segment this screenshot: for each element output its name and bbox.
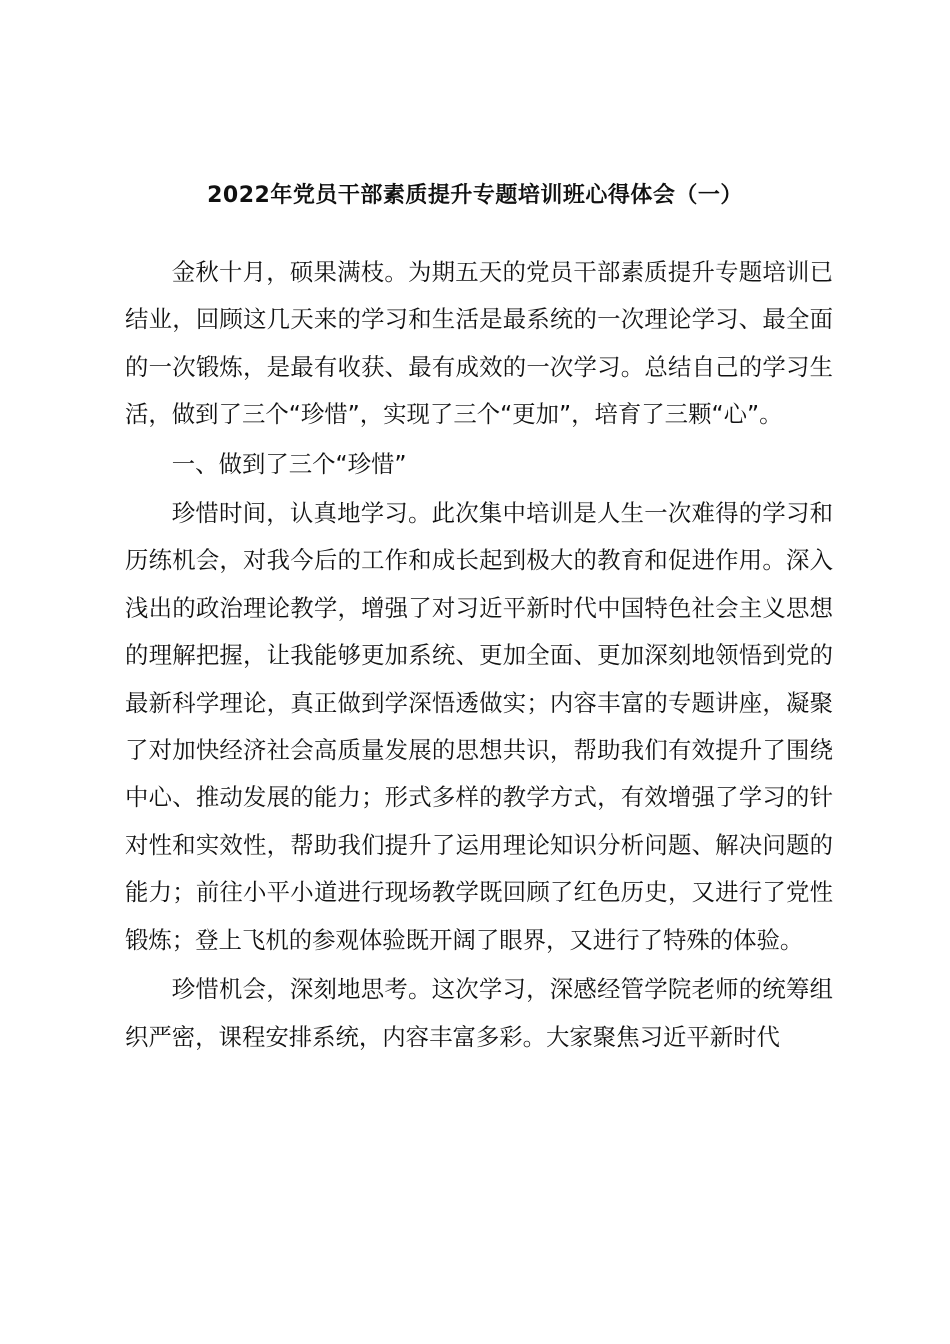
document-body xyxy=(125,249,833,1061)
section-heading-1: 一、做到了三个“珍惜” xyxy=(171,449,407,478)
paragraph-cherish-opportunity: 珍惜机会，深刻地思考。这次学习，深感经管学院老师的统筹组织严密，课程安排系统，内容丰富多彩。大家聚焦习近平新时代 xyxy=(125,975,833,1051)
document-title: 2022年党员干部素质提升专题培训班心得体会（一） xyxy=(207,183,743,208)
paragraph-intro: 金秋十月，硕果满枝。为期五天的党员干部素质提升专题培训已结业，回顾这几天来的学习和生活是最系统的一次理论学习、最全面的一次锻炼，是最有收获、最有成效的一次学习。总结自己的学习生活，做到了三个“珍惜”，实现了三个“更加”，培育了三颗“心”。 xyxy=(125,258,833,429)
paragraph-cherish-time: 珍惜时间，认真地学习。此次集中培训是人生一次难得的学习和历练机会，对我今后的工作和成长起到极大的教育和促进作用。深入浅出的政治理论教学，增强了对习近平新时代中国特色社会主义思想的理解把握，让我能够更加系统、更加全面、更加深刻地领悟到党的最新科学理论，真正做到学深悟透做实；内容丰富的专题讲座，凝聚了对加快经济社会高质量发展的思想共识，帮助我们有效提升了围绕中心、推动发展的能力；形式多样的教学方式，有效增强了学习的针对性和实效性，帮助我们提升了运用理论知识分析问题、解决问题的能力；前往小平小道进行现场教学既回顾了红色历史，又进行了党性锻炼；登上飞机的参观体验既开阔了眼界，又进行了特殊的体验。 xyxy=(125,499,833,954)
